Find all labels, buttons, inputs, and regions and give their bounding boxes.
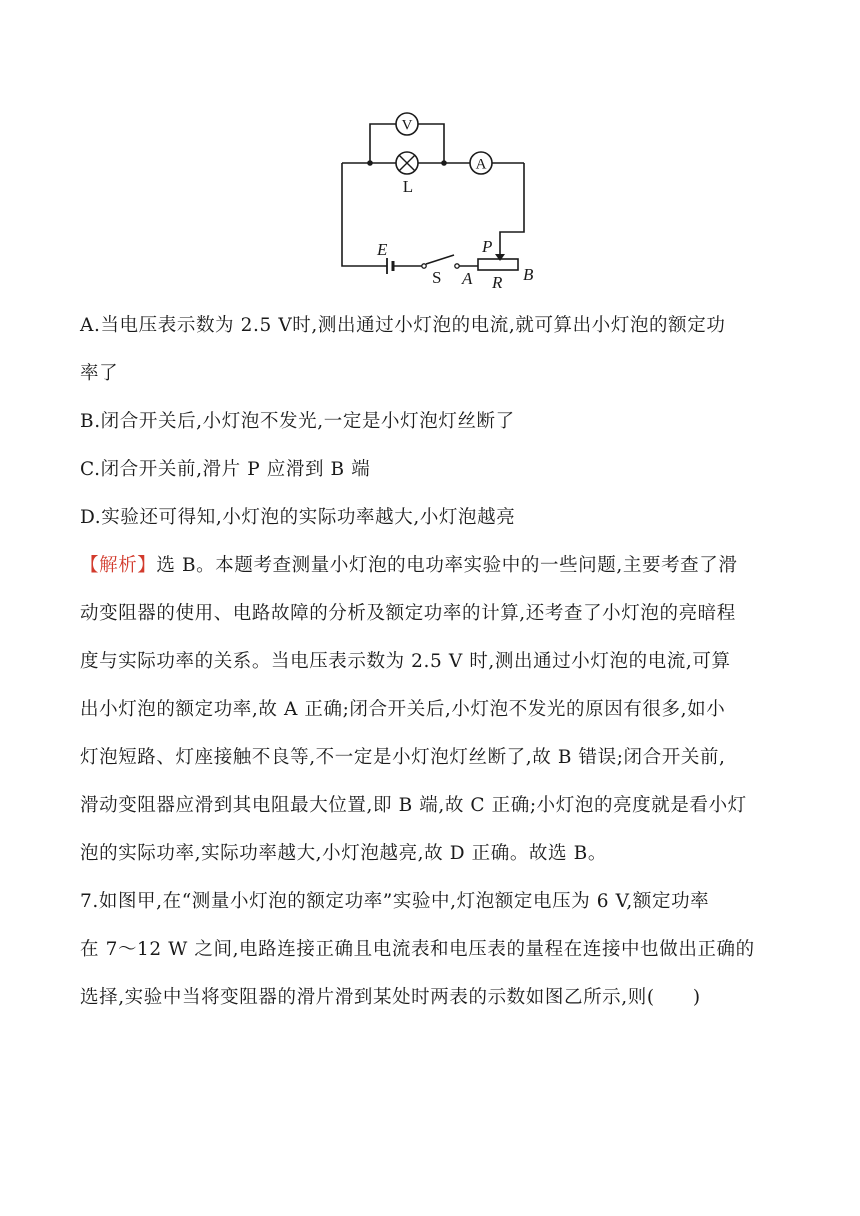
circuit-diagram — [330, 100, 560, 300]
voltmeter-symbol — [396, 113, 418, 135]
ammeter-label: A — [475, 156, 487, 173]
ammeter-symbol — [470, 152, 492, 174]
analysis-line-2: 动变阻器的使用、电路故障的分析及额定功率的计算,还考查了小灯泡的亮暗程 — [80, 603, 736, 624]
analysis-line-7: 泡的实际功率,实际功率越大,小灯泡越亮,故 D 正确。故选 B。 — [80, 843, 607, 864]
lamp-symbol — [396, 152, 418, 174]
analysis-line-3: 度与实际功率的关系。当电压表示数为 2.5 V 时,测出通过小灯泡的电流,可算 — [80, 651, 731, 672]
analysis-line-6: 滑动变阻器应滑到其电阻最大位置,即 B 端,故 C 正确;小灯泡的亮度就是看小灯 — [80, 795, 747, 816]
voltmeter-label: V — [401, 117, 413, 134]
analysis-text-1: 选 B。本题考查测量小灯泡的电功率实验中的一些问题,主要考查了滑 — [156, 555, 738, 576]
option-a-line-1: A.当电压表示数为 2.5 V时,测出通过小灯泡的电流,就可算出小灯泡的额定功 — [80, 315, 726, 336]
option-a-line-2: 率了 — [80, 363, 119, 384]
option-d: D.实验还可得知,小灯泡的实际功率越大,小灯泡越亮 — [80, 507, 516, 528]
question7-line-1: 7.如图甲,在“测量小灯泡的额定功率”实验中,灯泡额定电压为 6 V,额定功率 — [80, 891, 710, 912]
resistor-end-a-label: A — [462, 269, 473, 288]
slider-label: P — [482, 237, 493, 256]
question7-line-2: 在 7～12 W 之间,电路连接正确且电流表和电压表的量程在连接中也做出正确的 — [80, 939, 755, 960]
question7-line-3: 选择,实验中当将变阻器的滑片滑到某处时两表的示数如图乙所示,则( ) — [80, 987, 701, 1008]
option-b: B.闭合开关后,小灯泡不发光,一定是小灯泡灯丝断了 — [80, 411, 515, 432]
analysis-line-5: 灯泡短路、灯座接触不良等,不一定是小灯泡灯丝断了,故 B 错误;闭合开关前, — [80, 747, 726, 768]
option-c: C.闭合开关前,滑片 P 应滑到 B 端 — [80, 459, 371, 480]
resistor-end-b-label: B — [523, 265, 534, 284]
analysis-line-1 — [80, 554, 800, 578]
switch-label: S — [432, 268, 442, 287]
analysis-line-4: 出小灯泡的额定功率,故 A 正确;闭合开关后,小灯泡不发光的原因有很多,如小 — [80, 699, 726, 720]
lamp-label: L — [402, 177, 414, 196]
analysis-tag: 【解析】 — [80, 555, 157, 576]
resistor-label: R — [492, 273, 503, 292]
battery-label: E — [377, 240, 388, 259]
